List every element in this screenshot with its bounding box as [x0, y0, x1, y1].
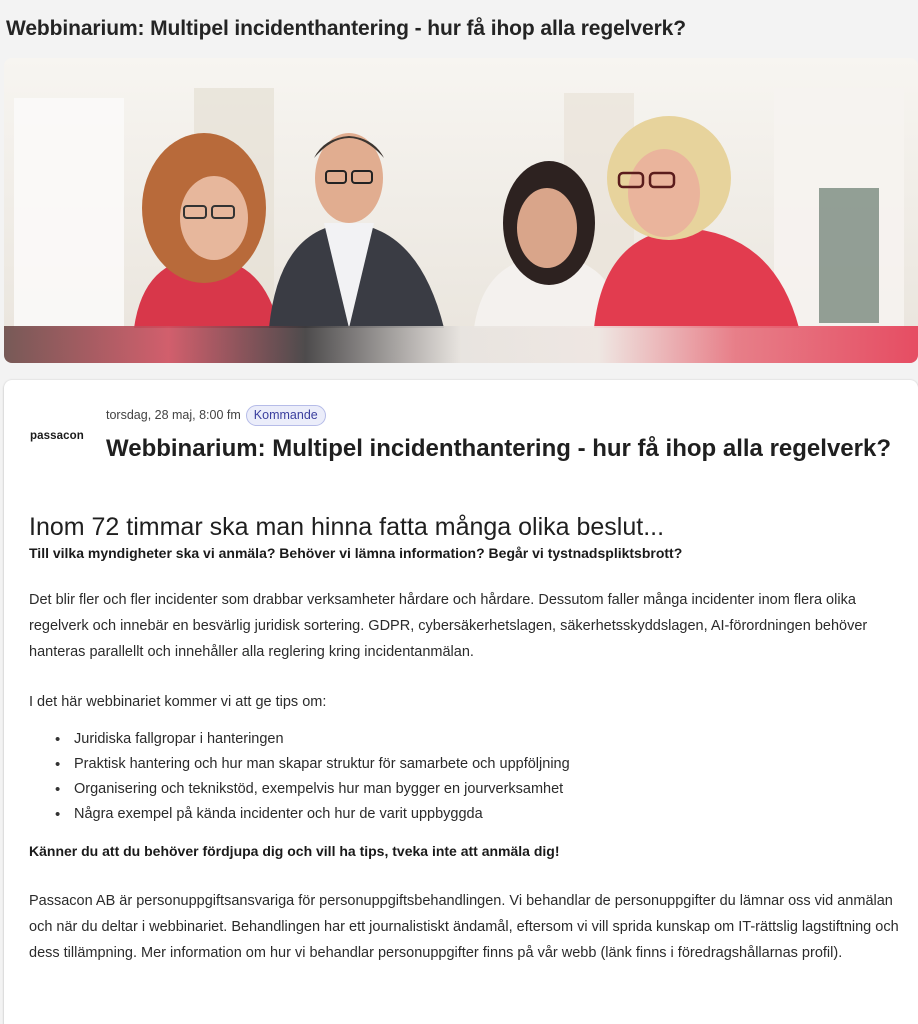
- event-title: Webbinarium: Multipel incidenthantering - hur få ihop alla regelverk?: [106, 435, 891, 462]
- page-header: [0, 0, 918, 58]
- speakers-photo-icon: [4, 58, 918, 363]
- privacy-notice: Passacon AB är personuppgiftsansvariga för personuppgiftsbehandlingen. Vi behandlar de personuppgifter du lämnar oss vid anmälan och när du deltar i webbinariet. Behandlingen har ett journalistiskt ändamål, eftersom vi vill sprida kunskap om IT-rättslig lagstiftning och dess tillämpning. Mer information om hur vi behandlar personuppgifter finns på vår webb (länk finns i föredragshållarnas profil).: [29, 893, 899, 961]
- hero-banner: [4, 58, 918, 363]
- tips-list: [74, 727, 899, 827]
- list-item: • Några exempel på kända incidenter och hur de varit uppbyggda: [74, 802, 899, 827]
- event-card: [4, 380, 918, 1024]
- list-item: • Organisering och teknikstöd, exempelvis hur man bygger en jourverksamhet: [74, 777, 899, 802]
- event-description: [29, 512, 899, 966]
- organizer-logo[interactable]: passacon: [30, 430, 84, 442]
- call-to-action: Känner du att du behöver fördjupa dig och vill ha tips, tveka inte att anmäla dig!: [29, 843, 560, 859]
- status-badge: Kommande: [246, 405, 326, 426]
- event-meta: [106, 404, 326, 426]
- list-item: • Praktisk hantering och hur man skapar struktur för samarbete och uppföljning: [74, 752, 899, 777]
- description-headline: Inom 72 timmar ska man hinna fatta många olika beslut...: [29, 513, 665, 541]
- description-intro: I det här webbinariet kommer vi att ge tips om:: [29, 694, 327, 710]
- event-date: torsdag, 28 maj, 8:00 fm: [106, 408, 241, 422]
- list-item: • Juridiska fallgropar i hanteringen: [74, 727, 899, 752]
- description-subhead: Till vilka myndigheter ska vi anmäla? Behöver vi lämna information? Begår vi tystnadspliktsbrott?: [29, 545, 683, 561]
- description-paragraph: Det blir fler och fler incidenter som drabbar verksamheter hårdare och hårdare. Dessutom faller många incidenter inom flera olika regelverk och innebär en besvärlig juridisk sortering. GDPR, cybersäkerhetslagen, säkerhetsskyddslagen, AI-förordningen behöver hanteras parallellt och innehåller alla reglering kring incidentanmälan.: [29, 592, 868, 660]
- page-title: Webbinarium: Multipel incidenthantering - hur få ihop alla regelverk?: [6, 17, 686, 40]
